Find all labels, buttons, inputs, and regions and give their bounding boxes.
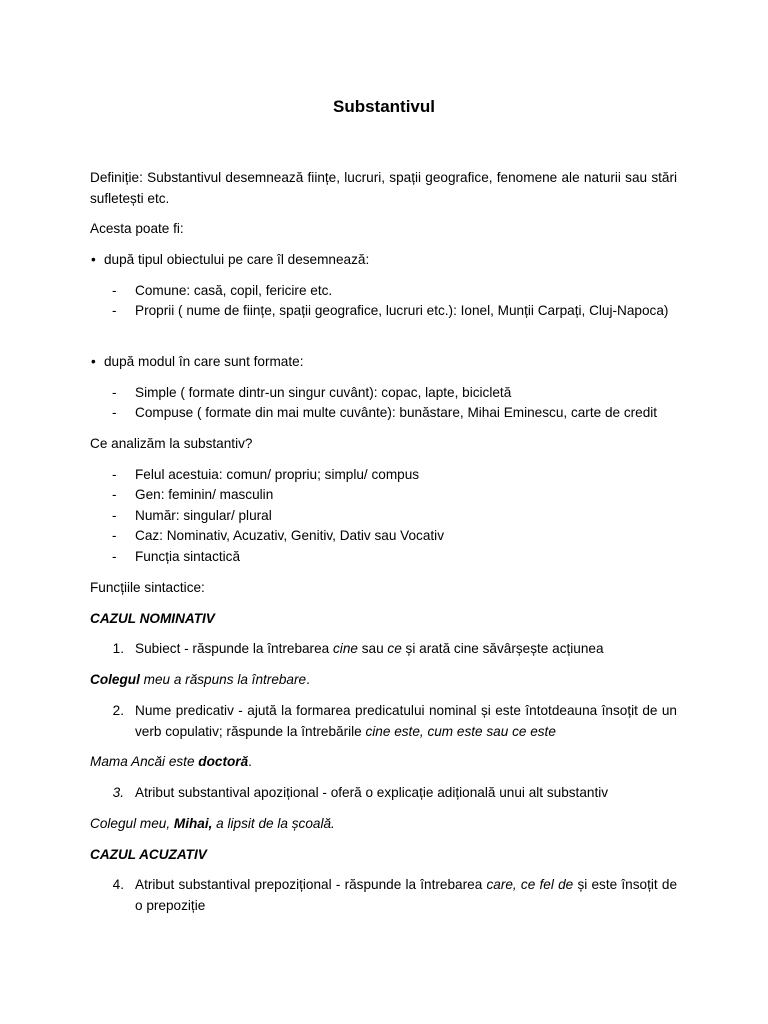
item-number: 1. xyxy=(112,641,124,656)
list-item: Proprii ( nume de ființe, spații geografice, lucruri etc.): Ionel, Munții Carpați, Cluj-Napoca) xyxy=(135,303,669,318)
list-item: Caz: Nominativ, Acuzativ, Genitiv, Dativ sau Vocativ xyxy=(135,528,444,543)
example-sentence: Colegul meu a răspuns la întrebare. xyxy=(90,672,310,687)
dash-marker: - xyxy=(112,303,117,318)
numbered-item: Nume predicativ - ajută la formarea predicatului nominal și este întotdeauna însoțit de un verb copulativ; răspunde la întrebările cine este, cum este sau ce este xyxy=(135,703,677,739)
bullet-item xyxy=(91,250,678,271)
list-item: Simple ( formate dintr-un singur cuvânt): copac, lapte, bicicletă xyxy=(135,385,512,400)
bullet-text: după tipul obiectului pe care îl desemnează: xyxy=(104,252,370,267)
numbered-item: Atribut substantival prepozițional - răspunde la întrebarea care, ce fel de și este însoțit de o prepoziție xyxy=(135,877,678,913)
list-item: Număr: singular/ plural xyxy=(135,508,272,523)
list-item: Felul acestuia: comun/ propriu; simplu/ compus xyxy=(135,467,420,482)
list-item: Compuse ( formate din mai multe cuvânte): bunăstare, Mihai Eminescu, carte de credit xyxy=(135,405,658,420)
case-heading-nominativ: CAZUL NOMINATIV xyxy=(90,611,215,626)
dash-marker: - xyxy=(112,549,117,564)
dash-marker: - xyxy=(112,467,117,482)
intro-text: Acesta poate fi: xyxy=(90,221,184,236)
list-item: Comune: casă, copil, fericire etc. xyxy=(135,283,333,298)
page-title: Substantivul xyxy=(332,97,435,116)
bullet-marker: • xyxy=(91,354,96,369)
bullet-text: după modul în care sunt formate: xyxy=(104,354,304,369)
item-number: 4. xyxy=(112,877,124,892)
item-number: 3. xyxy=(112,785,124,800)
bullet-item xyxy=(91,352,678,373)
dash-marker: - xyxy=(112,487,117,502)
item-number: 2. xyxy=(112,703,124,718)
functions-heading: Funcțiile sintactice: xyxy=(90,580,205,595)
dash-marker: - xyxy=(112,508,117,523)
numbered-item: Atribut substantival apozițional - oferă o explicație adițională unui alt substantiv xyxy=(135,785,609,800)
definition-paragraph: Definiție: Substantivul desemnează ființe, lucruri, spații geografice, fenomene ale naturii sau stări sufletești etc. xyxy=(90,170,677,206)
list-item: Funcția sintactică xyxy=(135,549,241,564)
numbered-item: Subiect - răspunde la întrebarea cine sau ce și arată cine săvârșește acțiunea xyxy=(135,641,604,656)
list-item: Gen: feminin/ masculin xyxy=(135,487,274,502)
case-heading-acuzativ: CAZUL ACUZATIV xyxy=(90,847,207,862)
dash-marker: - xyxy=(112,385,117,400)
example-sentence: Mama Ancăi este doctoră. xyxy=(90,754,252,769)
dash-marker: - xyxy=(112,405,117,420)
dash-marker: - xyxy=(112,528,117,543)
question-text: Ce analizăm la substantiv? xyxy=(90,436,253,451)
dash-marker: - xyxy=(112,283,117,298)
bullet-marker: • xyxy=(91,252,96,267)
example-sentence: Colegul meu, Mihai, a lipsit de la școală. xyxy=(90,816,335,831)
